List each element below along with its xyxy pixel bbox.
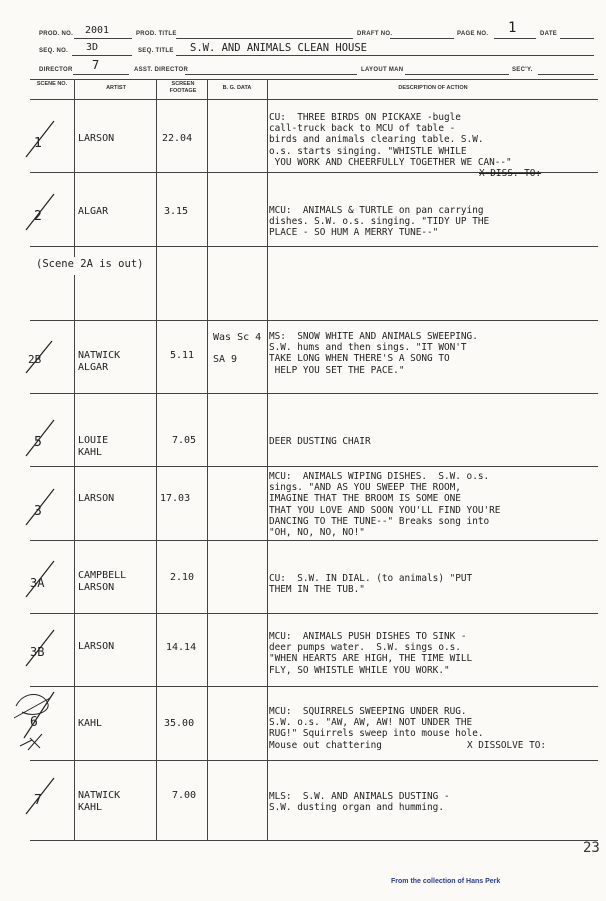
description-cell: [269, 791, 599, 813]
prod-no-value: 2001: [85, 25, 110, 36]
artist-cell: KAHL: [78, 718, 103, 729]
scene-number-mark: [18, 555, 58, 605]
description-line: Mouse out chattering: [269, 739, 382, 751]
description-line: MCU: ANIMALS WIPING DISHES. S.W. o.s.: [269, 471, 490, 482]
footage-cell: 22.04: [162, 133, 193, 144]
collection-credit: From the collection of Hans Perk: [391, 878, 501, 885]
scene-number-mark: [10, 688, 66, 758]
scene-number: 2: [34, 209, 42, 224]
scene-number-mark: [18, 414, 58, 464]
scene-number: 3: [34, 504, 42, 519]
description-cell: [269, 112, 599, 179]
description-line: sings. "AND AS YOU SWEEP THE ROOM,: [269, 482, 461, 494]
description-line: FLY, SO WHISTLE WHILE YOU WORK.": [269, 664, 450, 676]
layout-man-label: LAYOUT MAN: [361, 67, 404, 73]
director-value: 7: [92, 58, 100, 72]
description-line: "WHEN HEARTS ARE HIGH, THE TIME WILL: [269, 653, 473, 665]
col-header-artist: ARTIST: [106, 85, 126, 91]
col-header-scene: SCENE NO.: [36, 81, 68, 87]
corner-page-number: 23: [583, 840, 600, 856]
artist-cell: LOUIE KAHL: [78, 435, 109, 458]
description-line: MS: SNOW WHITE AND ANIMALS SWEEPING.: [269, 331, 478, 342]
description-line: call-truck back to MCU of table -: [269, 123, 456, 135]
artist-cell: ALGAR: [78, 206, 109, 217]
description-cell: [269, 331, 599, 376]
description-cell: [269, 573, 599, 595]
artist-cell: NATWICK KAHL: [78, 790, 121, 813]
scene-number-mark: [18, 772, 58, 822]
omitted-scene-note: (Scene 2A is out): [36, 258, 144, 270]
description-line: birds and animals clearing table. S.W.: [269, 134, 484, 146]
scene-number: 6: [30, 715, 38, 730]
description-line: MCU: ANIMALS & TURTLE on pan carrying: [269, 205, 484, 216]
seq-no-label: SEQ. NO.: [39, 48, 69, 54]
description-line: DEER DUSTING CHAIR: [269, 436, 371, 447]
artist-cell: LARSON: [78, 133, 115, 144]
description-line: YOU WORK AND CHEERFULLY TOGETHER WE CAN--": [269, 156, 512, 168]
description-line: TAKE LONG WHEN THERE'S A SONG TO: [269, 353, 450, 365]
description-line: "OH, NO, NO, NO!": [269, 527, 365, 539]
description-line: S.W. o.s. "AW, AW, AW! NOT UNDER THE: [269, 717, 473, 729]
description-line: S.W. dusting organ and humming.: [269, 802, 444, 814]
transition-note: X DISSOLVE TO:: [467, 739, 547, 751]
scene-number-mark: [18, 188, 58, 238]
artist-cell: LARSON: [78, 641, 115, 652]
prod-title-label: PROD. TITLE: [136, 31, 177, 37]
scene-number: 3B: [30, 645, 45, 659]
footage-cell: 2.10: [170, 572, 195, 583]
description-line: CU: S.W. IN DIAL. (to animals) "PUT: [269, 573, 473, 584]
description-line: MCU: SQUIRRELS SWEEPING UNDER RUG.: [269, 706, 467, 717]
col-header-footage: SCREEN FOOTAGE: [169, 81, 197, 94]
scene-number: 7: [34, 793, 42, 808]
asst-director-label: ASST. DIRECTOR: [134, 67, 189, 73]
description-line: THAT YOU LOVE AND SOON YOU'LL FIND YOU'RE: [269, 504, 501, 516]
description-line: MLS: S.W. AND ANIMALS DUSTING -: [269, 791, 450, 802]
scene-number-mark: [18, 483, 58, 533]
scene-number-mark: [18, 624, 58, 674]
page-no-value: 1: [508, 20, 517, 36]
date-label: DATE: [540, 31, 558, 37]
description-line: deer pumps water. S.W. sings o.s.: [269, 642, 461, 654]
seq-title-label: SEQ. TITLE: [138, 48, 174, 54]
director-label: DIRECTOR: [39, 67, 73, 73]
transition-note: X-DISS. TO:: [479, 168, 542, 180]
bg-data-cell: Was Sc 4 SA 9: [213, 332, 262, 365]
col-header-bg-data: B. G. DATA: [222, 85, 252, 91]
scene-number-mark: [18, 333, 58, 383]
footage-cell: 17.03: [160, 493, 191, 504]
description-line: dishes. S.W. o.s. singing. "TIDY UP THE: [269, 216, 490, 228]
artist-cell: NATWICK ALGAR: [78, 350, 121, 373]
description-line: S.W. hums and then sings. "IT WON'T: [269, 342, 467, 354]
footage-cell: 35.00: [164, 718, 195, 729]
description-cell: [269, 631, 599, 676]
prod-no-label: PROD. NO.: [39, 31, 74, 37]
description-line: o.s. starts singing. "WHISTLE WHILE: [269, 145, 467, 157]
footage-cell: 14.14: [166, 642, 197, 653]
scene-number-mark: [18, 115, 58, 165]
footage-cell: 3.15: [164, 206, 189, 217]
description-line: CU: THREE BIRDS ON PICKAXE -bugle: [269, 112, 461, 123]
footage-cell: 7.05: [172, 435, 197, 446]
scene-number: 2B: [28, 353, 42, 366]
description-cell: [269, 205, 599, 239]
description-cell: [269, 706, 599, 751]
description-line: DANCING TO THE TUNE--" Breaks song into: [269, 515, 490, 527]
description-cell: [269, 471, 599, 538]
seq-title-value: S.W. AND ANIMALS CLEAN HOUSE: [190, 42, 368, 54]
col-header-description: DESCRIPTION OF ACTION: [398, 85, 468, 91]
description-line: HELP YOU SET THE PACE.": [269, 364, 405, 376]
draft-no-label: DRAFT NO.: [357, 31, 393, 37]
artist-cell: LARSON: [78, 493, 115, 504]
scene-number: 5: [34, 435, 42, 450]
footage-cell: 5.11: [170, 350, 195, 361]
page-no-label: PAGE NO.: [457, 31, 489, 37]
description-line: IMAGINE THAT THE BROOM IS SOME ONE: [269, 493, 461, 505]
footage-cell: 7.00: [172, 790, 197, 801]
description-line: PLACE - SO HUM A MERRY TUNE--": [269, 227, 439, 239]
description-line: THEM IN THE TUB.": [269, 584, 365, 596]
description-line: RUG!" Squirrels sweep into mouse hole.: [269, 728, 484, 740]
secy-label: SEC'Y.: [512, 67, 533, 73]
scene-number: 1: [34, 136, 42, 151]
description-cell: [269, 436, 599, 447]
scene-number: 3A: [30, 576, 45, 590]
artist-cell: CAMPBELL LARSON: [78, 570, 127, 593]
description-line: MCU: ANIMALS PUSH DISHES TO SINK -: [269, 631, 467, 642]
seq-no-value: 3D: [86, 42, 99, 53]
